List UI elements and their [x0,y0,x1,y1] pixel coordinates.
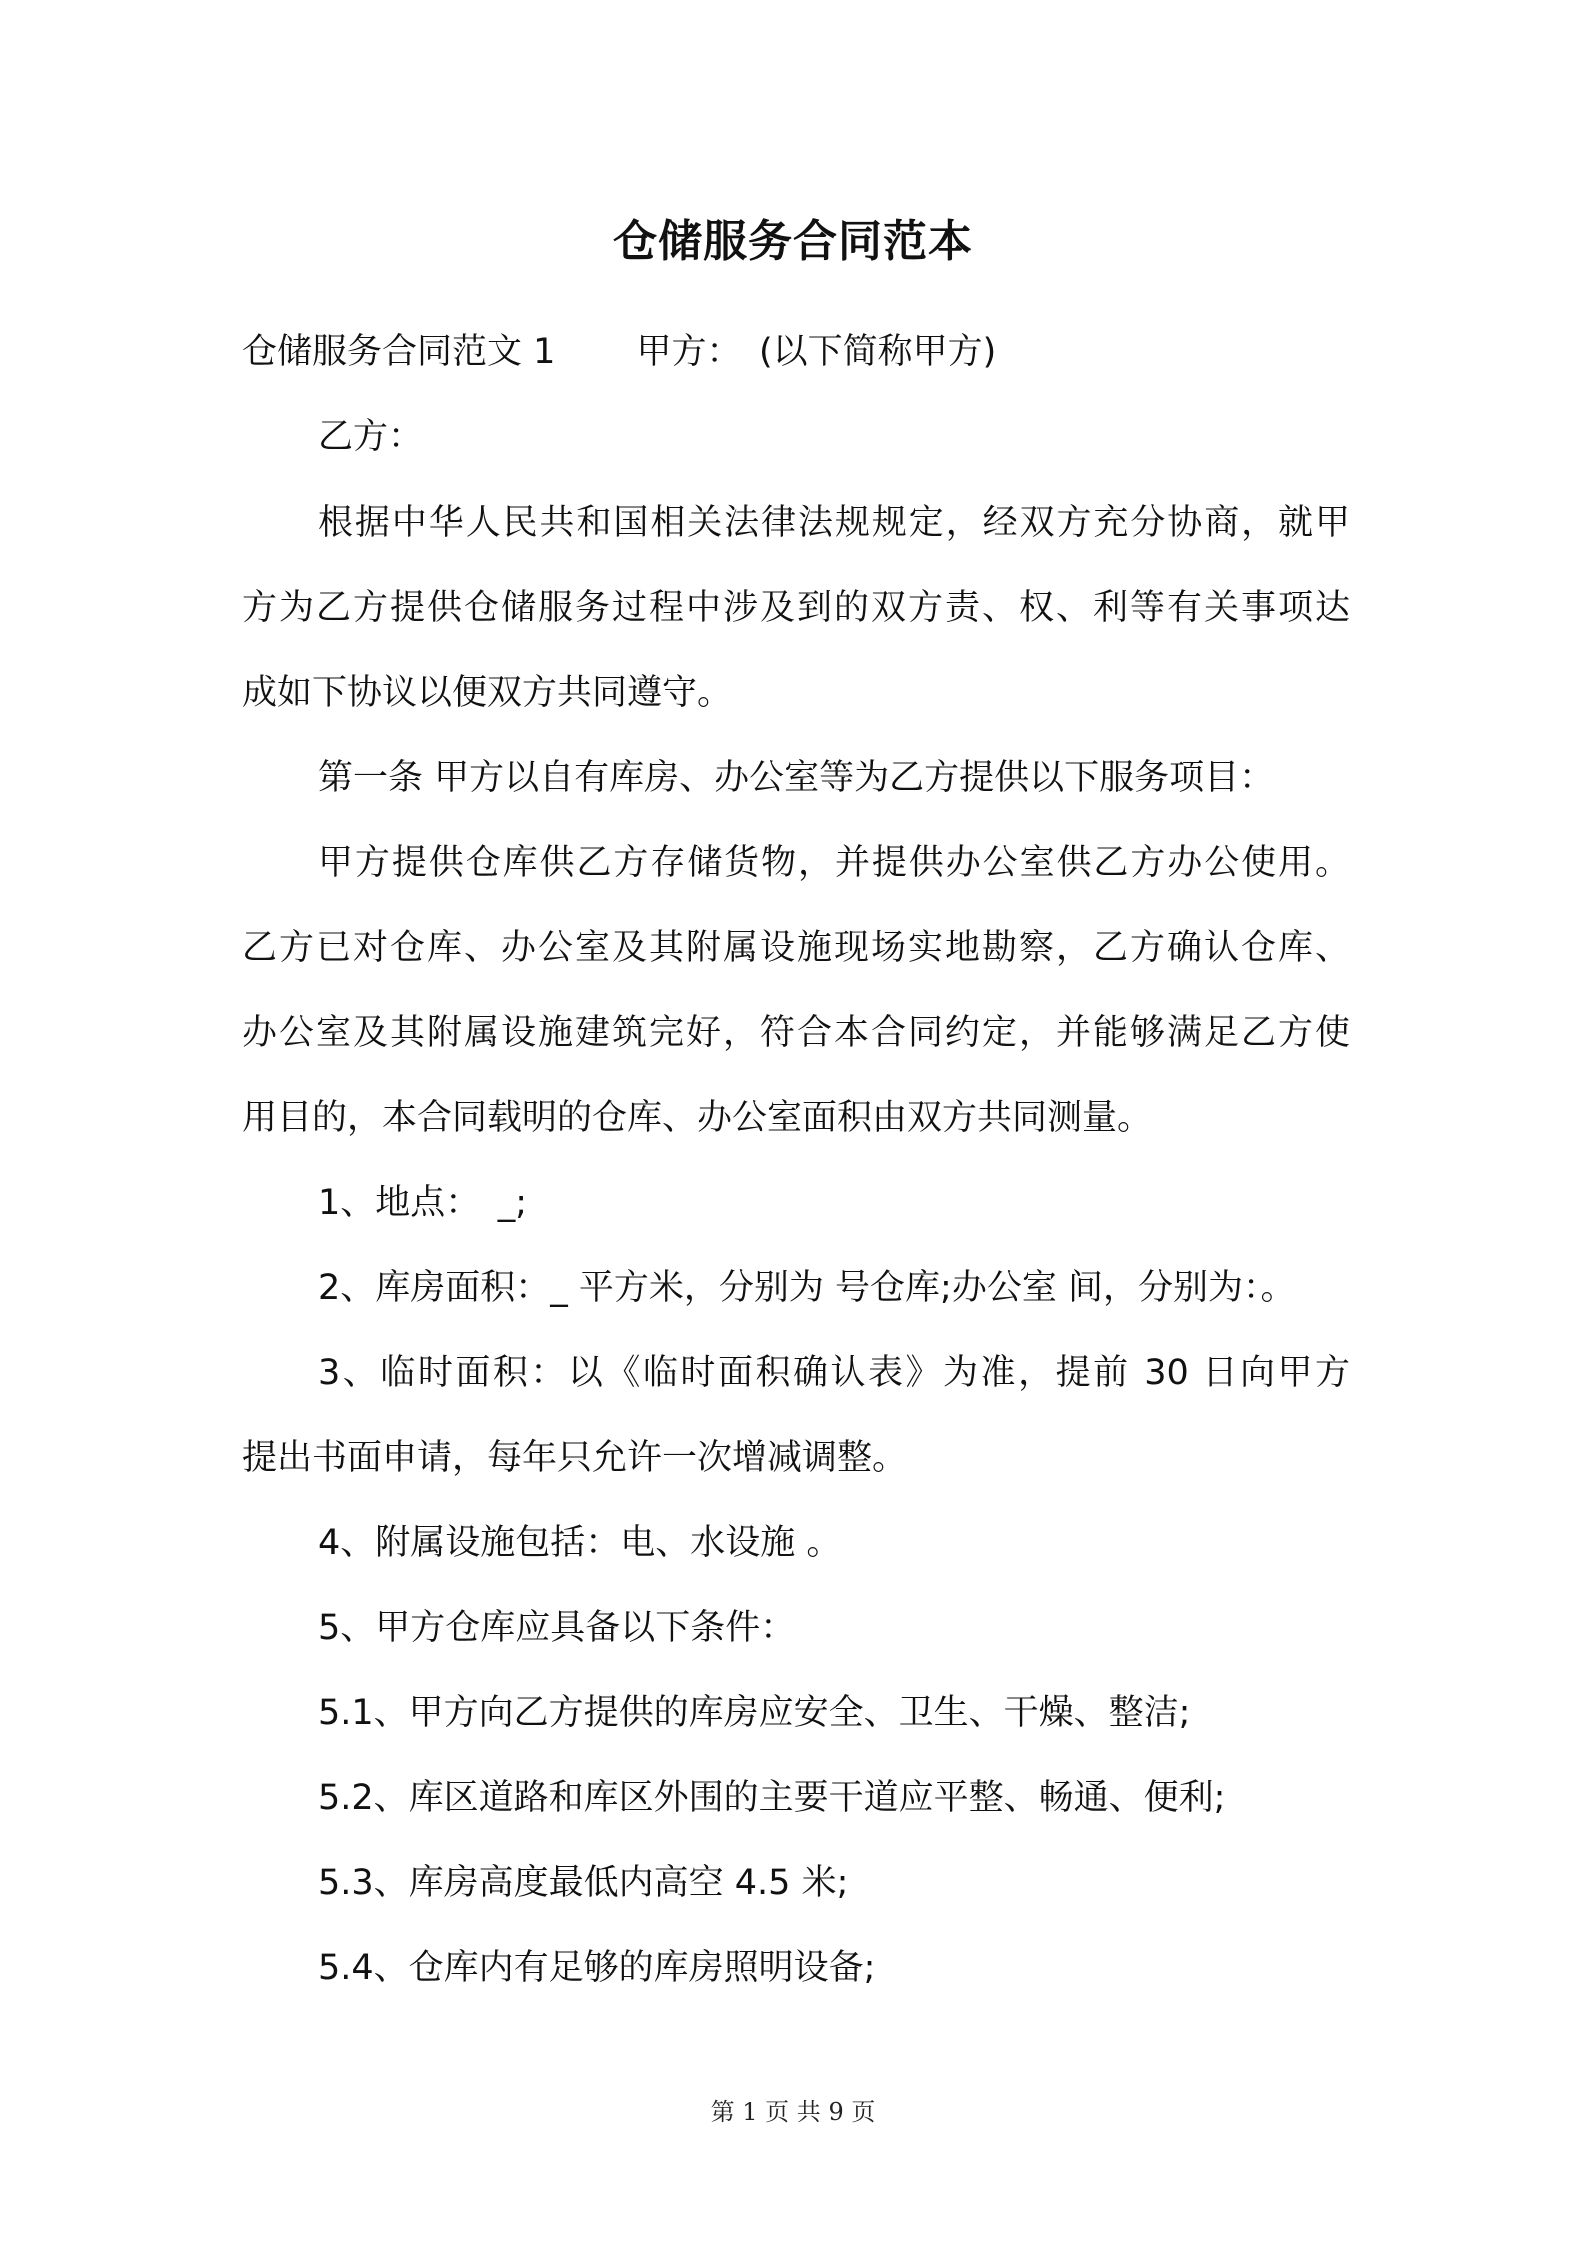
item-4-facilities: 4、附属设施包括：电、水设施 。 [318,1523,842,1563]
item-3-temporary-area-line-2: 提出书面申请，每年只允许一次增减调整。 [242,1438,908,1478]
item-2-warehouse-area: 2、库房面积：_ 平方米，分别为 号仓库;办公室 间，分别为：。 [318,1268,1296,1308]
preamble-line-1: 根据中华人民共和国相关法律法规规定，经双方充分协商，就甲 [318,503,1350,543]
article-1-line-2: 乙方已对仓库、办公室及其附属设施现场实地勘察，乙方确认仓库、 [242,928,1350,968]
item-5-conditions: 5、甲方仓库应具备以下条件： [318,1608,796,1648]
item-5-3: 5.3、库房高度最低内高空 4.5 米; [318,1863,849,1903]
item-5-1: 5.1、甲方向乙方提供的库房应安全、卫生、干燥、整洁; [318,1693,1191,1733]
preamble-line-2: 方为乙方提供仓储服务过程中涉及到的双方责、权、利等有关事项达 [242,588,1350,628]
preamble-line-3: 成如下协议以便双方共同遵守。 [242,673,733,713]
item-3-temporary-area-line-1: 3、临时面积：以《临时面积确认表》为准，提前 30 日向甲方 [318,1353,1350,1393]
document-title: 仓储服务合同范本 [613,216,973,267]
article-1-line-4: 用目的，本合同载明的仓库、办公室面积由双方共同测量。 [242,1098,1153,1138]
item-5-2: 5.2、库区道路和库区外围的主要干道应平整、畅通、便利; [318,1778,1226,1818]
article-1-line-1: 甲方提供仓库供乙方存储货物，并提供办公室供乙方办公使用。 [318,843,1350,883]
party-b-line: 乙方： [318,417,424,457]
article-1-line-3: 办公室及其附属设施建筑完好，符合本合同约定，并能够满足乙方使 [242,1013,1350,1053]
item-1-location: 1、地点： _; [318,1183,528,1223]
party-a-line: 仓储服务合同范文 1 甲方： (以下简称甲方) [242,332,997,372]
page-number-footer: 第 1 页 共 9 页 [710,2098,876,2126]
item-5-4: 5.4、仓库内有足够的库房照明设备; [318,1948,876,1988]
article-1-heading: 第一条 甲方以自有库房、办公室等为乙方提供以下服务项目： [318,758,1275,798]
